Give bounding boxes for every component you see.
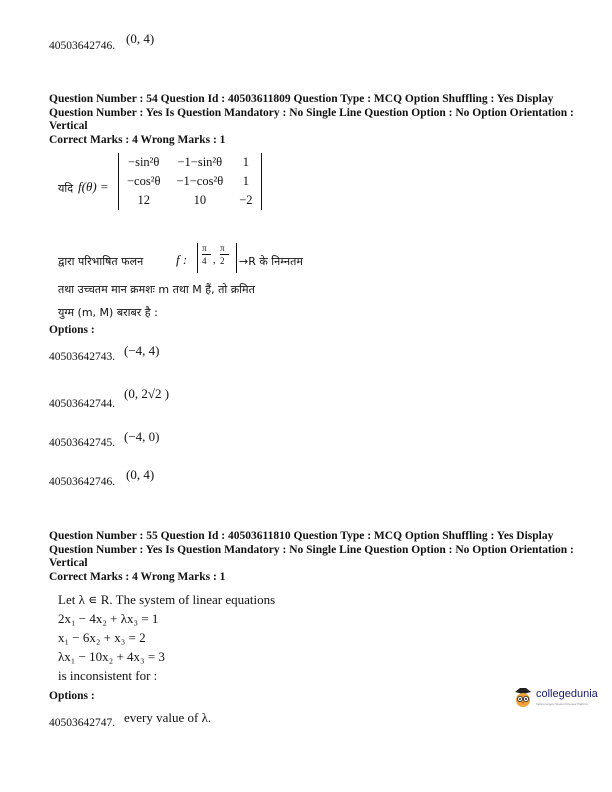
interval	[197, 243, 237, 273]
logo-text: collegedunia	[536, 688, 598, 700]
matrix-cell: −cos²θ	[127, 174, 161, 188]
matrix-cell: −2	[239, 193, 253, 207]
fraction-bar	[220, 254, 229, 255]
statement-line: द्वारा परिभाषित फलन	[58, 255, 144, 268]
option-id: 40503642744.	[49, 398, 116, 410]
matrix-cell: 1	[242, 155, 249, 169]
interval-num: π	[220, 243, 225, 253]
interval-num: π	[202, 243, 207, 253]
fraction-bar	[202, 254, 211, 255]
marks-line: Correct Marks : 4 Wrong Marks : 1	[49, 134, 226, 146]
options-label: Options :	[49, 690, 95, 702]
matrix-cell: 1	[242, 174, 249, 188]
matrix-cell: −sin²θ	[128, 155, 160, 169]
comma: ,	[213, 255, 216, 266]
statement-line: युग्म (m, M) बराबर है :	[58, 306, 158, 319]
function-symbol: f :	[176, 252, 188, 267]
question-header: Question Number : 55 Question Id : 40503611810 Question Type : MCQ Option Shuffling : Yes Display Question Number : Yes Is Question Mandatory : No Single Line Question Option : No Option Orientation : Vertical	[49, 530, 574, 569]
option-value[interactable]: (0, 4)	[126, 467, 155, 482]
matrix-cell: −1−cos²θ	[176, 174, 224, 188]
matrix-cell: 12	[137, 193, 150, 207]
option-value[interactable]: (−4, 4)	[124, 343, 160, 358]
function-label: f(θ) =	[78, 179, 109, 194]
interval-den: 4	[202, 256, 207, 266]
hindi-prefix: यदि	[58, 182, 74, 195]
option-id: 40503642745.	[49, 437, 116, 449]
option-id: 40503642746.	[49, 476, 116, 488]
equation: λx₁ − 10x₂ + 4x₃ = 3	[58, 649, 165, 664]
equation: 2x₁ − 4x₂ + λx₃ = 1	[58, 611, 159, 626]
option-value[interactable]: (−4, 0)	[124, 429, 160, 444]
statement-line: →R के निम्नतम	[239, 255, 303, 268]
option-id: 40503642743.	[49, 351, 116, 363]
option-id: 40503642746.	[49, 40, 116, 52]
statement-line: Let λ ∊ R. The system of linear equations	[58, 592, 276, 607]
statement-line: तथा उच्चतम मान क्रमशः m तथा M हैं, तो क्रमित	[58, 283, 255, 296]
option-value[interactable]: every value of λ.	[124, 710, 212, 725]
question-header: Question Number : 54 Question Id : 40503611809 Question Type : MCQ Option Shuffling : Yes Display Question Number : Yes Is Question Mandatory : No Single Line Question Option : No Option Orientation : Vertical	[49, 93, 574, 132]
logo-tagline: India's largest Student Review Platform	[536, 702, 589, 706]
option-value: (0, 4)	[126, 31, 155, 46]
determinant	[118, 153, 262, 210]
owl-icon	[512, 686, 534, 708]
interval-den: 2	[220, 256, 225, 266]
option-id: 40503642747.	[49, 717, 116, 729]
matrix-cell: 10	[193, 193, 207, 207]
equation: x₁ − 6x₂ + x₃ = 2	[58, 630, 146, 645]
collegedunia-logo	[512, 686, 604, 710]
option-value[interactable]: (0, 2√2 )	[124, 386, 170, 401]
options-label: Options :	[49, 324, 95, 336]
marks-line: Correct Marks : 4 Wrong Marks : 1	[49, 571, 226, 583]
matrix-cell: −1−sin²θ	[177, 155, 223, 169]
statement-line: is inconsistent for :	[58, 668, 158, 683]
